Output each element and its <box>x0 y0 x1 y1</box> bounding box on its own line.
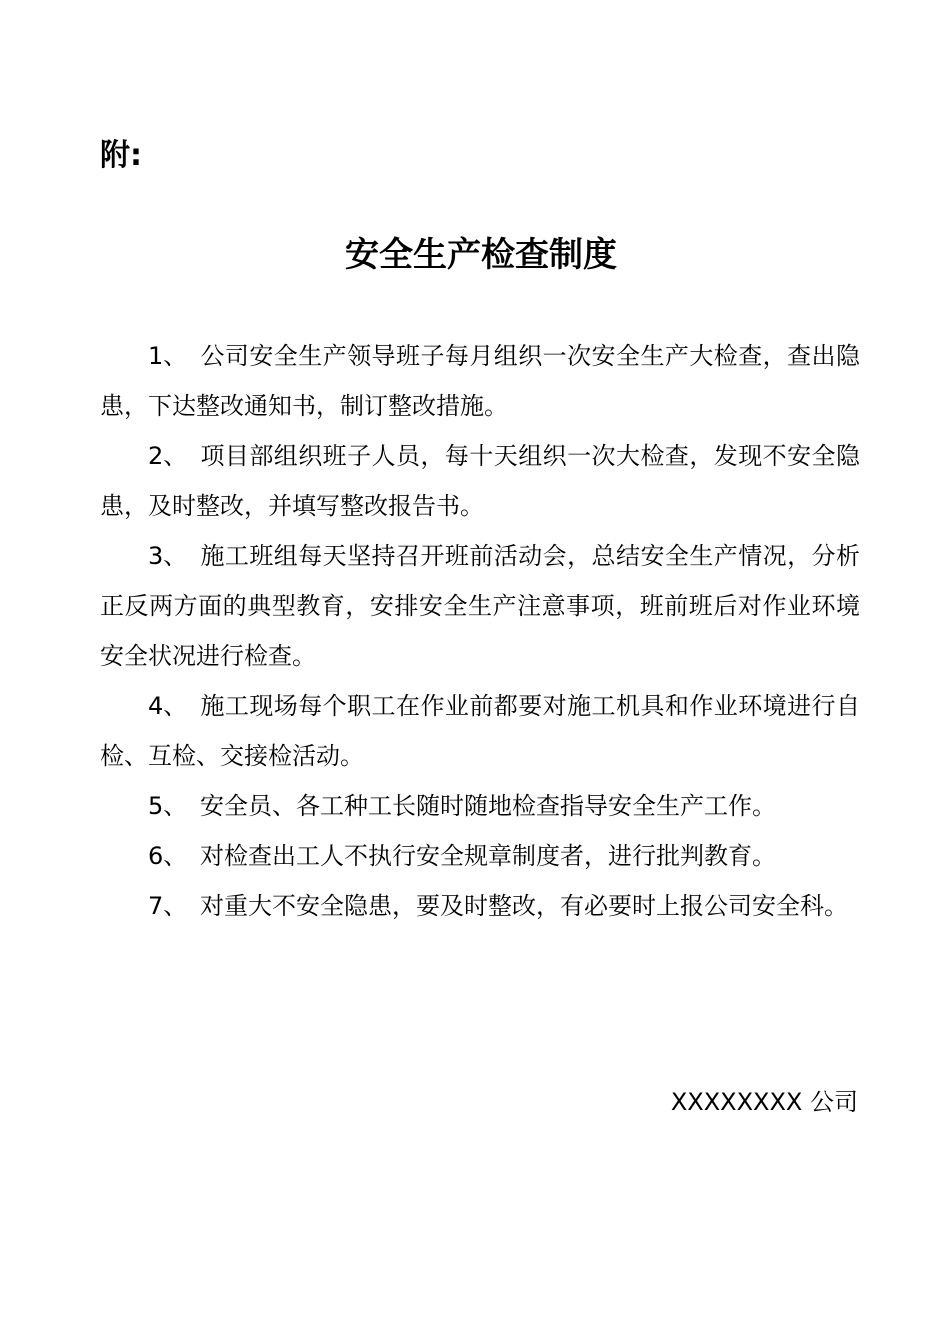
clause-item <box>100 831 860 881</box>
clause-item <box>100 431 860 531</box>
clause-text: 安全员、各工种工长随时随地检查指导安全生产工作。 <box>200 792 776 820</box>
clause-number: 3、 <box>148 542 188 570</box>
clause-number: 2、 <box>148 442 188 470</box>
clause-number: 7、 <box>148 892 188 920</box>
attachment-heading: 附: <box>100 138 142 173</box>
company-signature: XXXXXXXX 公司 <box>670 1088 858 1116</box>
clause-item <box>100 681 860 781</box>
clause-text: 项目部组织班子人员，每十天组织一次大检查，发现不安全隐患，及时整改，并填写整改报告书。 <box>100 442 860 520</box>
clause-item <box>100 331 860 431</box>
clause-item <box>100 781 860 831</box>
clause-item <box>100 531 860 681</box>
clause-number: 5、 <box>148 792 188 820</box>
clause-number: 4、 <box>148 692 188 720</box>
clause-text: 对检查出工人不执行安全规章制度者，进行批判教育。 <box>200 842 776 870</box>
clause-text: 施工班组每天坚持召开班前活动会，总结安全生产情况，分析正反两方面的典型教育，安排安全生产注意事项，班前班后对作业环境安全状况进行检查。 <box>100 542 860 670</box>
clause-text: 公司安全生产领导班子每月组织一次安全生产大检查，查出隐患，下达整改通知书，制订整改措施。 <box>100 342 860 420</box>
document-body <box>100 331 860 931</box>
clause-number: 1、 <box>148 342 188 370</box>
clause-number: 6、 <box>148 842 188 870</box>
clause-item <box>100 881 860 931</box>
clause-text: 施工现场每个职工在作业前都要对施工机具和作业环境进行自检、互检、交接检活动。 <box>100 692 860 770</box>
clause-text: 对重大不安全隐患，要及时整改，有必要时上报公司安全科。 <box>200 892 848 920</box>
document-title: 安全生产检查制度 <box>345 235 617 275</box>
